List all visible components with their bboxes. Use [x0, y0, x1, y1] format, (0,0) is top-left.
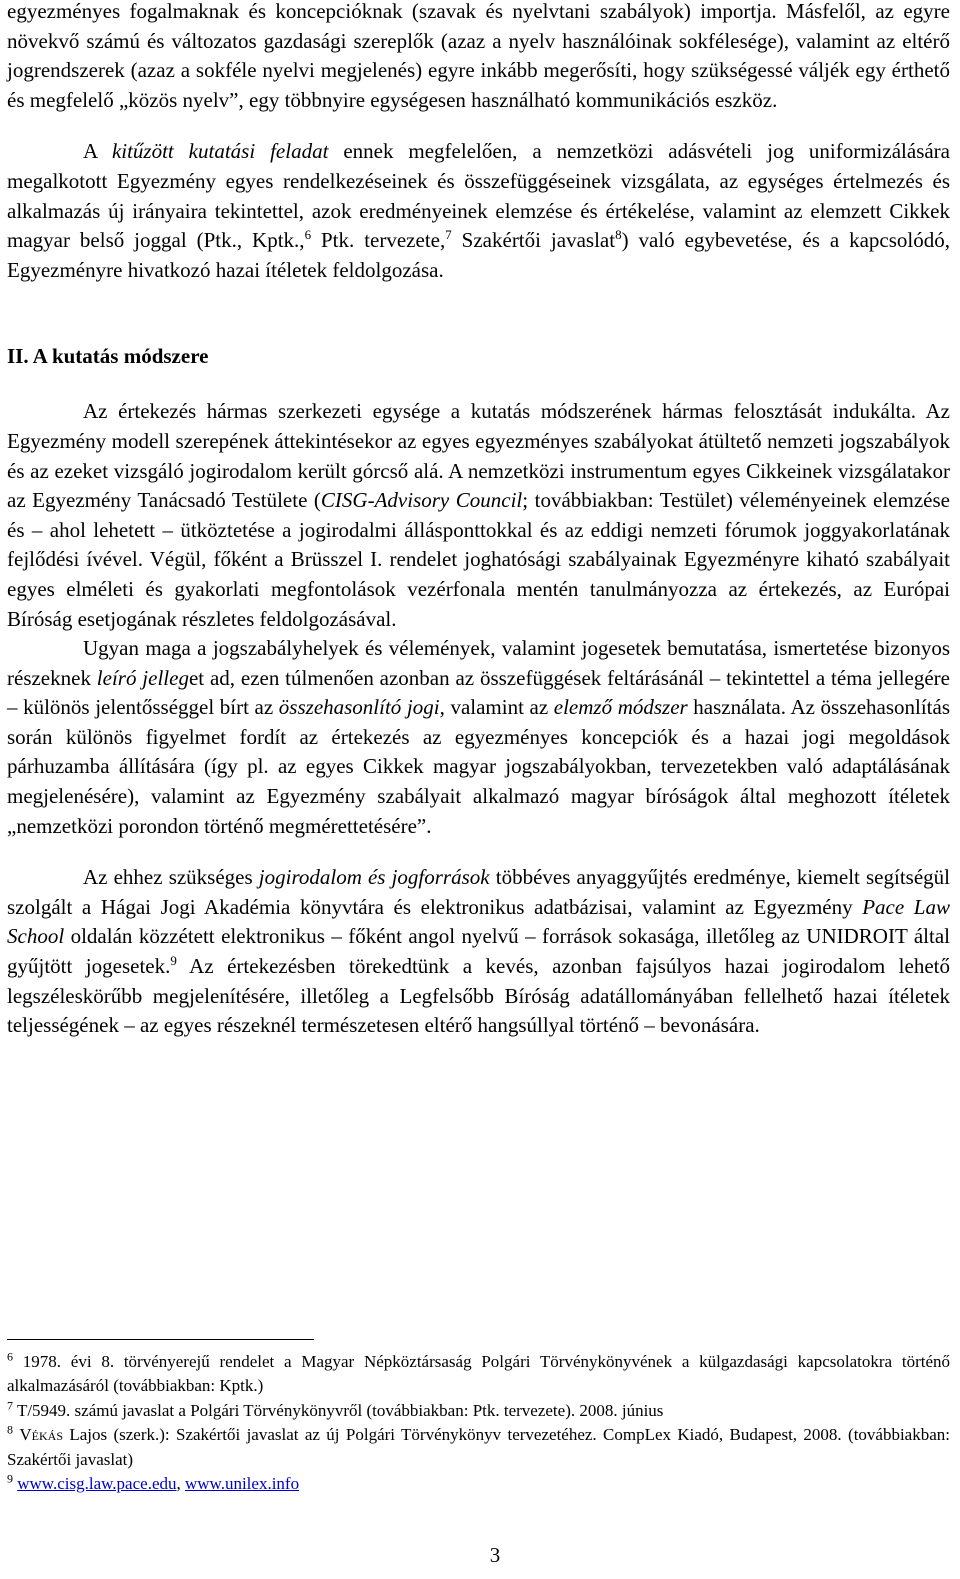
footnote	[7, 1423, 950, 1472]
text-run: Ugyan maga a jogszabályhelyek és vélemények, valamint jogesetek bemutatása, ismertetése bizonyos részeknek	[7, 636, 950, 690]
body-paragraph	[7, 0, 950, 115]
footnote-ref: 9	[170, 953, 177, 969]
body-paragraph	[7, 863, 950, 1041]
text-run: Ptk. tervezete,	[311, 228, 446, 253]
italic-text: jogirodalom és jogforrások	[258, 865, 490, 890]
footnote	[7, 1472, 950, 1496]
text-run: oldalán közzétett elektronikus – főként angol nyelvű – források sokasága, illetőleg az UNIDROIT által gyűjtött jogesetek.	[7, 924, 950, 979]
italic-text: összehasonlító jogi	[278, 695, 440, 720]
footnote-ref: 8	[615, 227, 622, 243]
footnote-ref: 9	[7, 1471, 13, 1486]
italic-text: leíró jelleg	[96, 665, 189, 690]
italic-text: elemző módszer	[553, 695, 688, 720]
footnote	[7, 1399, 950, 1423]
page-number: 3	[489, 1543, 501, 1567]
footnotes	[7, 1350, 950, 1496]
web-link[interactable]: www.unilex.info	[184, 1474, 300, 1494]
body-paragraph	[7, 634, 950, 841]
body-paragraph	[7, 397, 950, 634]
text-run: , valamint az	[439, 695, 554, 720]
text-run: használata. Az összehasonlítás során különös figyelmet fordít az értekezés az egyezményes koncepciók és a hazai jogi megoldások párhuzamba állítására (így pl. az egyes Cikkek magyar jogszabályokban, tervezetekben való adaptálásának megjelenésére), valamint az Egyezmény szabályait alkalmazó magyar bíróságok által meghozott ítéletek „nemzetközi porondon történő megmérettetésére”.	[7, 695, 951, 838]
text-run: Szakértői javaslat	[451, 228, 616, 253]
text-run: többéves anyaggyűjtés eredménye, kiemelt segítségül szolgált a Hágai Jogi Akadémia könyvtára és elektronikus adatbázisai, valamint az Egyezmény	[7, 865, 950, 919]
section-heading: II. A kutatás módszere	[7, 344, 209, 369]
text-run: T/5949. számú javaslat a Polgári Törvénykönyvről (továbbiakban: Ptk. tervezete). 2008. június	[13, 1400, 664, 1420]
italic-text: Pace Law School	[7, 894, 950, 949]
text-run: ,	[176, 1474, 185, 1494]
document-body	[7, 0, 950, 1041]
text-run: ennek megfelelően, a nemzetközi adásvételi jog uniformizálására megalkotott Egyezmény egyes rendelkezéseinek és összefüggéseinek vizsgálata, az egységes értelmezés és alkalmazás új irányaira tekintettel, azok eredményeinek elemzése és értékelése, valamint az elemzett Cikkek magyar belső joggal (Ptk., Kptk.,	[7, 139, 950, 253]
body-paragraph	[7, 137, 950, 285]
footnote-ref: 6	[7, 1349, 13, 1364]
text-run: egyezményes fogalmaknak és koncepcióknak (szavak és nyelvtani szabályok) importja. Másfelől, az egyre növekvő számú és változatos gazdasági szereplők (azaz a nyelv használóinak sokfélesége), valamint az eltérő jogrendszerek (azaz a sokféle nyelvi megjelenés) egyre inkább megerősíti, hogy szükségessé váljék egy érthető és megfelelő „közös nyelv”, egy többnyire egységesen használható kommunikációs eszköz.	[7, 0, 950, 112]
footnote-ref: 8	[7, 1422, 13, 1437]
text-run: 1978. évi 8. törvényerejű rendelet a Magyar Népköztársaság Polgári Törvénykönyvének a külgazdasági kapcsolatokra történő alkalmazásáról (továbbiakban: Kptk.)	[7, 1352, 950, 1396]
web-link[interactable]: www.cisg.law.pace.edu	[17, 1474, 177, 1494]
text-run: Az ehhez szükséges	[83, 865, 259, 890]
text-run: ; továbbiakban: Testület) véleményeinek elemzése és – ahol lehetett – ütköztetése a jogirodalmi állásponttokkal és az eddigi nemzeti fórumok joggyakorlatának fejlődési ívével. Végül, főként a Brüsszel I. rendelet joghatósági szabályainak Egyezményre kiható szabályait egyes elméleti és gyakorlati megfontolások vezérfonala mentén tanulmányozza az értekezés, az Európai Bíróság esetjogának részletes feldolgozásával.	[7, 488, 950, 631]
text-run: A	[83, 139, 112, 164]
text-run: et ad, ezen túlmenően azonban az összefüggések feltárásánál – tekintettel a téma jellegére – különös jelentősséggel bírt az	[7, 665, 950, 720]
italic-text: CISG-Advisory Council	[320, 488, 523, 513]
italic-text: kitűzött kutatási feladat	[111, 139, 329, 164]
footnote	[7, 1350, 950, 1399]
text-run: Az értekezés hármas szerkezeti egysége a kutatás módszerének hármas felosztását indukálta. Az Egyezmény modell szerepének áttekintésekor az egyes egyezményes szabályokat átültető nemzeti jogszabályok és az ezeket vizsgáló jogirodalom került górcső alá. A nemzetközi instrumentum egyes Cikkeinek vizsgálatakor az Egyezmény Tanácsadó Testülete (	[7, 399, 950, 513]
footnote-separator	[7, 1339, 314, 1340]
text-run: Az értekezésben törekedtünk a kevés, azonban fajsúlyos hazai jogirodalom lehető legszéleskörűbb megjelenítésére, illetőleg a Legfelsőbb Bíróság adatállományában fellelhető hazai ítéletek teljességének – az egyes részeknél természetesen eltérő hangsúllyal történő – bevonására.	[7, 954, 950, 1038]
footnote-ref: 7	[7, 1398, 13, 1413]
text-run: ) való egybevetése, és a kapcsolódó, Egyezményre hivatkozó hazai ítéletek feldolgozása.	[7, 228, 950, 282]
footnote-ref: 6	[304, 227, 312, 243]
text-run: Lajos (szerk.): Szakértői javaslat az új Polgári Törvénykönyv tervezetéhez. CompLex Kiadó, Budapest, 2008. (továbbiakban: Szakértői javaslat)	[7, 1425, 950, 1469]
footnote-ref: 7	[445, 227, 452, 243]
author-name: Vékás	[19, 1425, 63, 1445]
